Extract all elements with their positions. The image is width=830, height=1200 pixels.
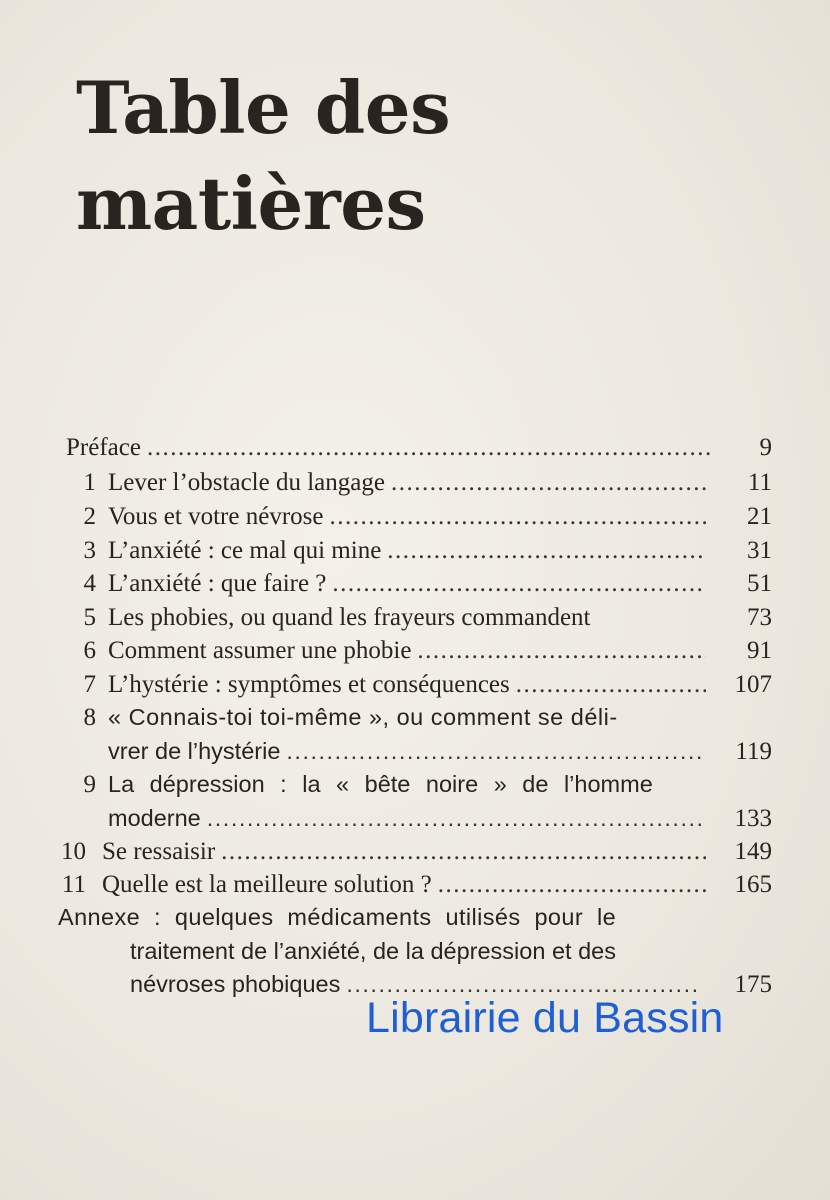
toc-entry-chapter-9 xyxy=(66,771,772,805)
toc-entry-chapter-11 xyxy=(56,871,772,905)
toc-entry-label: Comment assumer une phobie xyxy=(108,637,412,664)
toc-entry-label: L’anxiété : ce mal qui mine xyxy=(108,537,382,564)
toc-entry-label: Lever l’obstacle du langage xyxy=(108,469,385,496)
dot-leader xyxy=(387,537,706,565)
toc-chapter-number: 9 xyxy=(83,771,96,798)
title-line-2: matières xyxy=(76,161,426,246)
toc-page-number: 21 xyxy=(747,503,772,530)
toc-entry-label: Annexe : quelques médicaments utilisés pour le xyxy=(58,904,617,930)
toc-entry-label: Se ressaisir xyxy=(102,838,216,865)
dot-leader xyxy=(332,570,706,598)
toc-entry-label-continued: traitement de l’anxiété, de la dépression et des xyxy=(130,938,616,964)
toc-page-number: 11 xyxy=(747,469,772,496)
toc-chapter-number: 7 xyxy=(83,671,96,698)
toc-chapter-number: 10 xyxy=(61,838,86,865)
toc-page-number: 149 xyxy=(734,838,772,865)
toc-entry-annexe xyxy=(58,904,772,938)
title-line-1: Table des xyxy=(76,65,451,150)
dot-leader xyxy=(438,871,706,899)
toc-entry-label: L’hystérie : symptômes et conséquences xyxy=(108,671,510,698)
toc-chapter-number: 3 xyxy=(83,537,96,564)
toc-entry-preface xyxy=(66,434,772,468)
toc-entry-chapter-8-cont xyxy=(66,738,772,772)
toc-page-number: 107 xyxy=(734,671,772,698)
toc-page-number: 9 xyxy=(759,434,772,461)
toc-chapter-number: 5 xyxy=(83,604,96,631)
toc-page-number: 165 xyxy=(734,871,772,898)
toc-entry-label: Quelle est la meilleure solution ? xyxy=(102,871,432,898)
toc-entry-chapter-7 xyxy=(66,671,772,705)
toc-entry-chapter-1 xyxy=(66,469,772,503)
dot-leader xyxy=(417,637,706,665)
toc-chapter-number: 2 xyxy=(83,503,96,530)
toc-entry-chapter-5 xyxy=(66,604,772,638)
toc-entry-chapter-4 xyxy=(66,570,772,604)
toc-entry-chapter-8 xyxy=(66,704,772,738)
toc-entry-label-continued: névroses phobiques xyxy=(130,971,341,997)
toc-entry-label: Vous et votre névrose xyxy=(108,503,324,530)
toc-page-number: 119 xyxy=(735,738,772,765)
dot-leader xyxy=(147,434,712,462)
toc-entry-chapter-6 xyxy=(66,637,772,671)
toc-chapter-number: 11 xyxy=(61,871,86,898)
toc-entry-chapter-2 xyxy=(66,503,772,537)
dot-leader xyxy=(286,738,706,765)
toc-entry-chapter-3 xyxy=(66,537,772,571)
toc-entry-chapter-9-cont xyxy=(66,805,772,839)
watermark: Librairie du Bassin xyxy=(366,994,724,1042)
toc-entry-label: L’anxiété : que faire ? xyxy=(108,570,327,597)
toc-page-number: 175 xyxy=(734,971,772,998)
toc-entry-annexe-cont xyxy=(58,938,772,972)
toc-page-number: 73 xyxy=(747,604,772,631)
toc-chapter-number: 1 xyxy=(83,469,96,496)
toc-entry-label: Les phobies, ou quand les frayeurs commandent xyxy=(108,604,591,631)
toc-entry-chapter-10 xyxy=(56,838,772,872)
toc-entry-label: Préface xyxy=(66,434,141,461)
toc-entry-label-continued: moderne xyxy=(108,805,201,831)
dot-leader xyxy=(391,469,706,497)
toc-chapter-number: 4 xyxy=(83,570,96,597)
dot-leader xyxy=(207,805,706,832)
toc-page-number: 91 xyxy=(747,637,772,664)
toc-entry-label: « Connais-toi toi-même », ou comment se déli- xyxy=(108,704,618,730)
toc-entry-label: La dépression : la « bête noire » de l’homme xyxy=(108,771,653,797)
dot-leader xyxy=(221,838,706,866)
toc-chapter-number: 6 xyxy=(83,637,96,664)
toc-chapter-number: 8 xyxy=(83,704,96,731)
dot-leader xyxy=(329,503,706,531)
dot-leader xyxy=(516,671,706,699)
toc-page-number: 51 xyxy=(747,570,772,597)
toc-page-number: 31 xyxy=(747,537,772,564)
toc-entry-label-continued: vrer de l’hystérie xyxy=(108,738,281,764)
toc-page-number: 133 xyxy=(734,805,772,832)
